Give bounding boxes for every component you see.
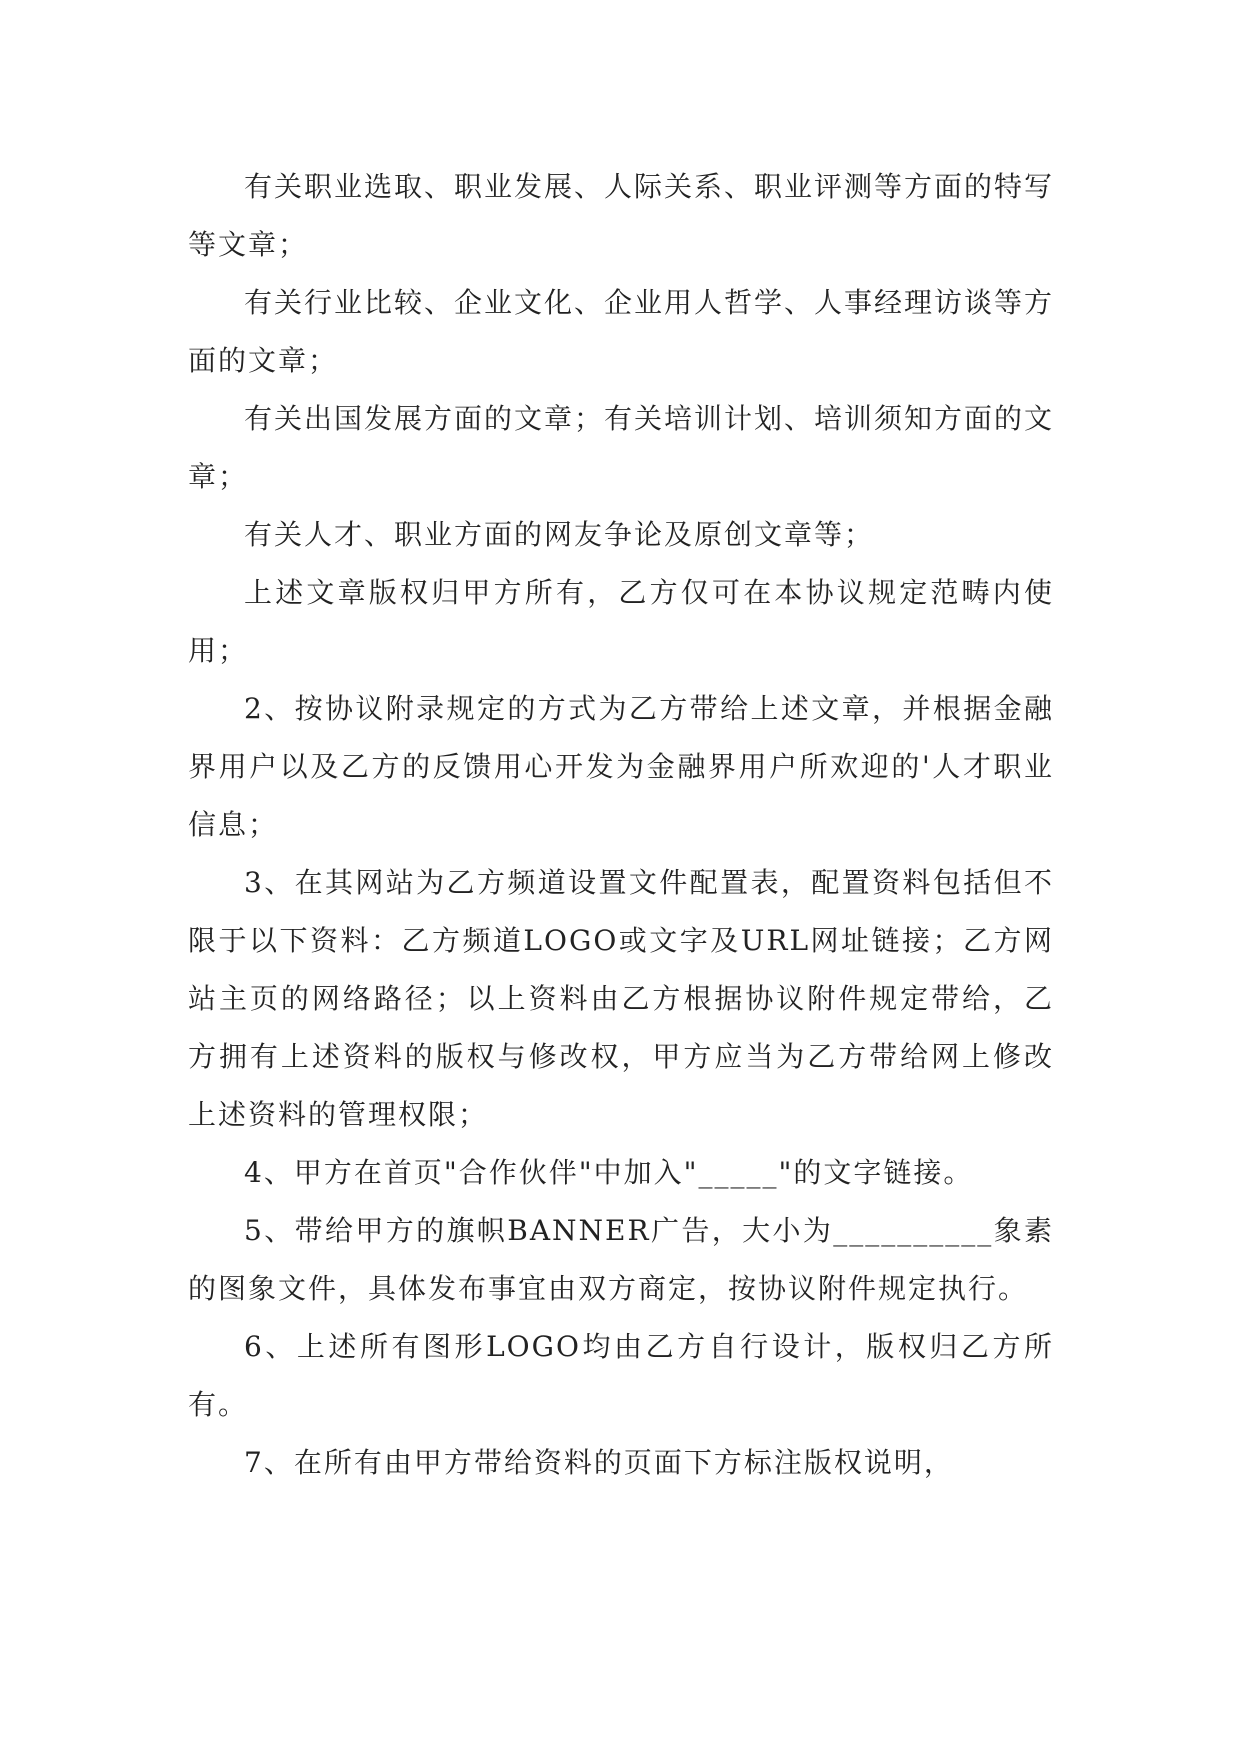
paragraph-clause-2: 2、按协议附录规定的方式为乙方带给上述文章，并根据金融界用户以及乙方的反馈用心开发为金融界用户所欢迎的'人才职业信息；	[188, 692, 1054, 841]
paragraph-clause-7: 7、在所有由甲方带给资料的页面下方标注版权说明，	[244, 1446, 954, 1479]
paragraph-clause-4: 4、甲方在首页"合作伙伴"中加入"_____"的文字链接。	[244, 1156, 974, 1189]
paragraph-clause-5: 5、带给甲方的旗帜BANNER广告，大小为__________象素的图象文件，具体发布事宜由双方商定，按协议附件规定执行。	[188, 1214, 1054, 1305]
paragraph-overseas-training-articles: 有关出国发展方面的文章；有关培训计划、培训须知方面的文章；	[188, 402, 1055, 493]
paragraph-career-articles: 有关职业选取、职业发展、人际关系、职业评测等方面的特写等文章；	[188, 170, 1055, 261]
document-body	[188, 158, 1054, 1492]
paragraph-industry-articles: 有关行业比较、企业文化、企业用人哲学、人事经理访谈等方面的文章；	[188, 286, 1055, 377]
paragraph-clause-3: 3、在其网站为乙方频道设置文件配置表，配置资料包括但不限于以下资料：乙方频道LOGO或文字及URL网址链接；乙方网站主页的网络路径；以上资料由乙方根据协议附件规定带给，乙方拥有上述资料的版权与修改权，甲方应当为乙方带给网上修改上述资料的管理权限；	[188, 866, 1054, 1131]
paragraph-user-discussion: 有关人才、职业方面的网友争论及原创文章等；	[244, 518, 875, 551]
paragraph-copyright-scope: 上述文章版权归甲方所有，乙方仅可在本协议规定范畴内使用；	[188, 576, 1054, 667]
paragraph-clause-6: 6、上述所有图形LOGO均由乙方自行设计，版权归乙方所有。	[188, 1330, 1054, 1421]
